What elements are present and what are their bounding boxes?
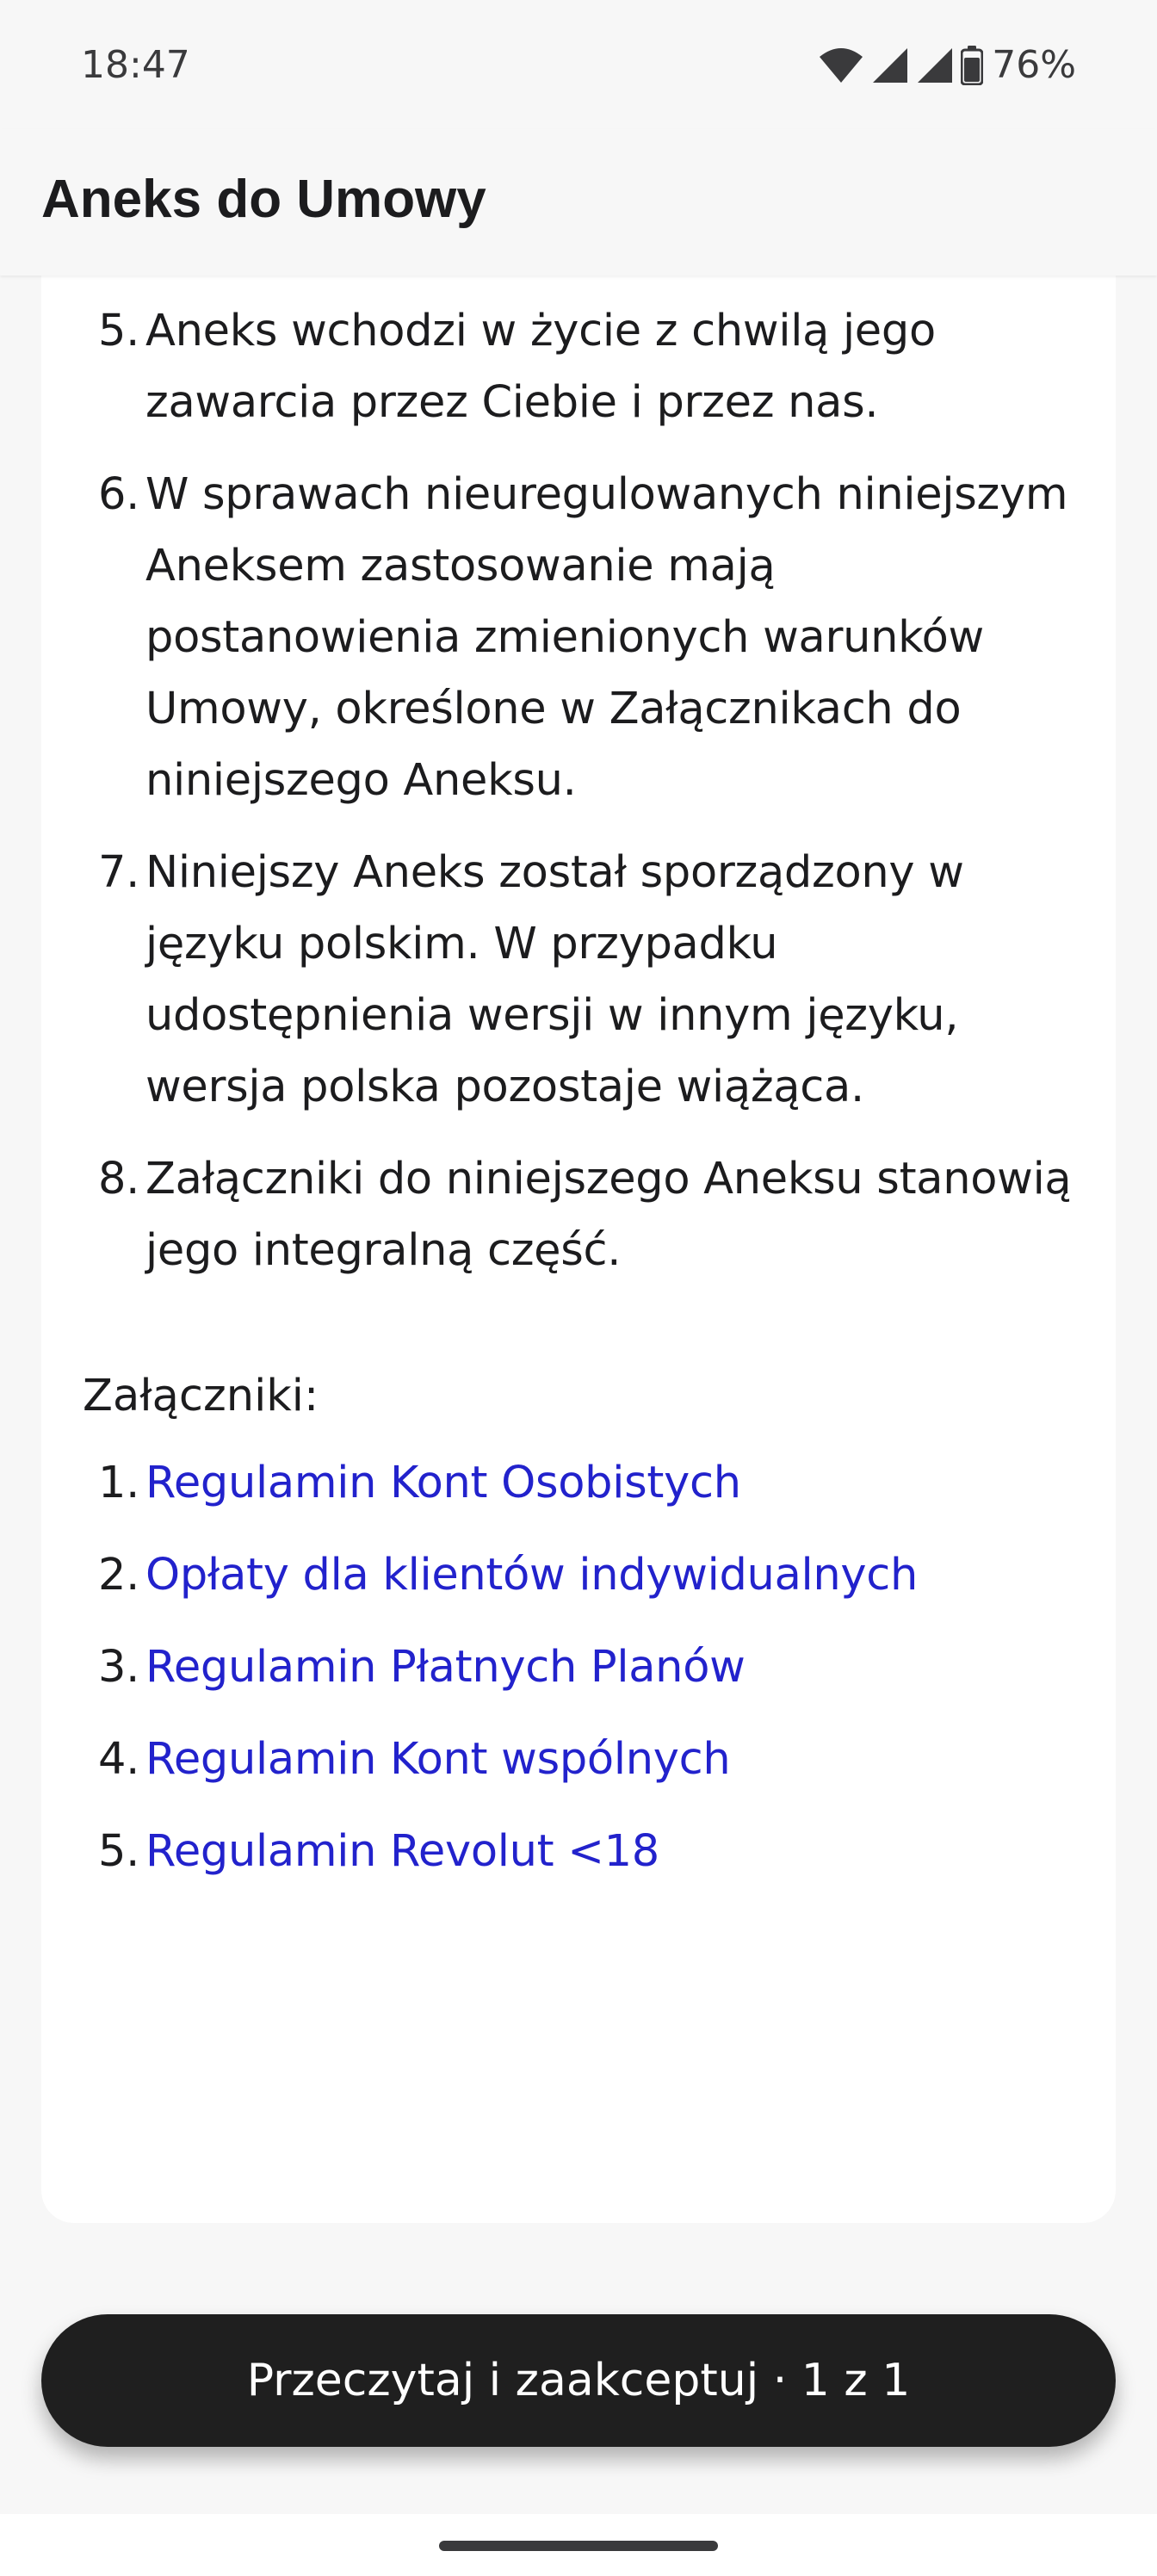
clause-number: 7. [97,847,139,898]
attachment-item [41,1447,1116,1519]
clause-text: Załączniki do niniejszego Aneksu stanowią jego integralną część. [145,1154,1072,1276]
clause-number: 8. [97,1154,139,1204]
signal-icon [916,46,954,84]
attachment-link-regulamin-platnych-planow[interactable]: Regulamin Płatnych Planów [145,1642,746,1693]
clause-number: 5. [97,306,139,356]
attachment-number: 3. [97,1642,139,1693]
status-time: 18:47 [81,43,190,87]
clause-item [41,295,1116,438]
clause-item [41,1143,1116,1286]
page-title: Aneks do Umowy [41,170,486,229]
document-content [41,276,1116,1908]
attachment-item [41,1724,1116,1795]
wifi-icon [818,46,864,84]
status-icons [818,40,1076,91]
app-bar [0,129,1157,276]
attachment-number: 5. [97,1826,139,1877]
attachment-number: 2. [97,1550,139,1601]
clause-text: W sprawach nieuregulowanych niniejszym Aneksem zastosowanie mają postanowienia zmienionych warunków Umowy, określone w Załącznikach do niniejszego Aneksu. [145,469,1068,806]
attachment-item [41,1816,1116,1887]
battery-icon [961,46,983,85]
attachment-number: 1. [97,1458,139,1508]
document-clauses [41,276,1116,1286]
attachments-heading: Załączniki: [83,1371,319,1421]
attachments-list [41,1447,1116,1887]
attachment-number: 4. [97,1734,139,1785]
clause-item [41,837,1116,1123]
home-indicator[interactable] [439,2541,718,2551]
clause-item [41,459,1116,816]
attachment-link-oplaty[interactable]: Opłaty dla klientów indywidualnych [145,1550,919,1601]
attachment-item [41,1539,1116,1611]
attachment-link-regulamin-kont-osobistych[interactable]: Regulamin Kont Osobistych [145,1458,741,1508]
document-card[interactable] [41,207,1116,2223]
attachment-link-regulamin-revolut-18[interactable]: Regulamin Revolut <18 [145,1826,659,1877]
signal-icon [871,46,909,84]
status-bar [0,0,1157,129]
clause-text: Aneks wchodzi w życie z chwilą jego zawarcia przez Ciebie i przez nas. [145,306,936,428]
document-scroll-area[interactable] [41,276,1116,2223]
clause-text: Niniejszy Aneks został sporządzony w języku polskim. W przypadku udostępnienia wersji w innym języku, wersja polska pozostaje wiążąca. [145,847,964,1112]
accept-button[interactable]: Przeczytaj i zaakceptuj · 1 z 1 [41,2314,1116,2447]
battery-level: 76% [992,43,1076,87]
clause-number: 6. [97,469,139,520]
attachment-link-regulamin-kont-wspolnych[interactable]: Regulamin Kont wspólnych [145,1734,731,1785]
attachment-item [41,1632,1116,1703]
